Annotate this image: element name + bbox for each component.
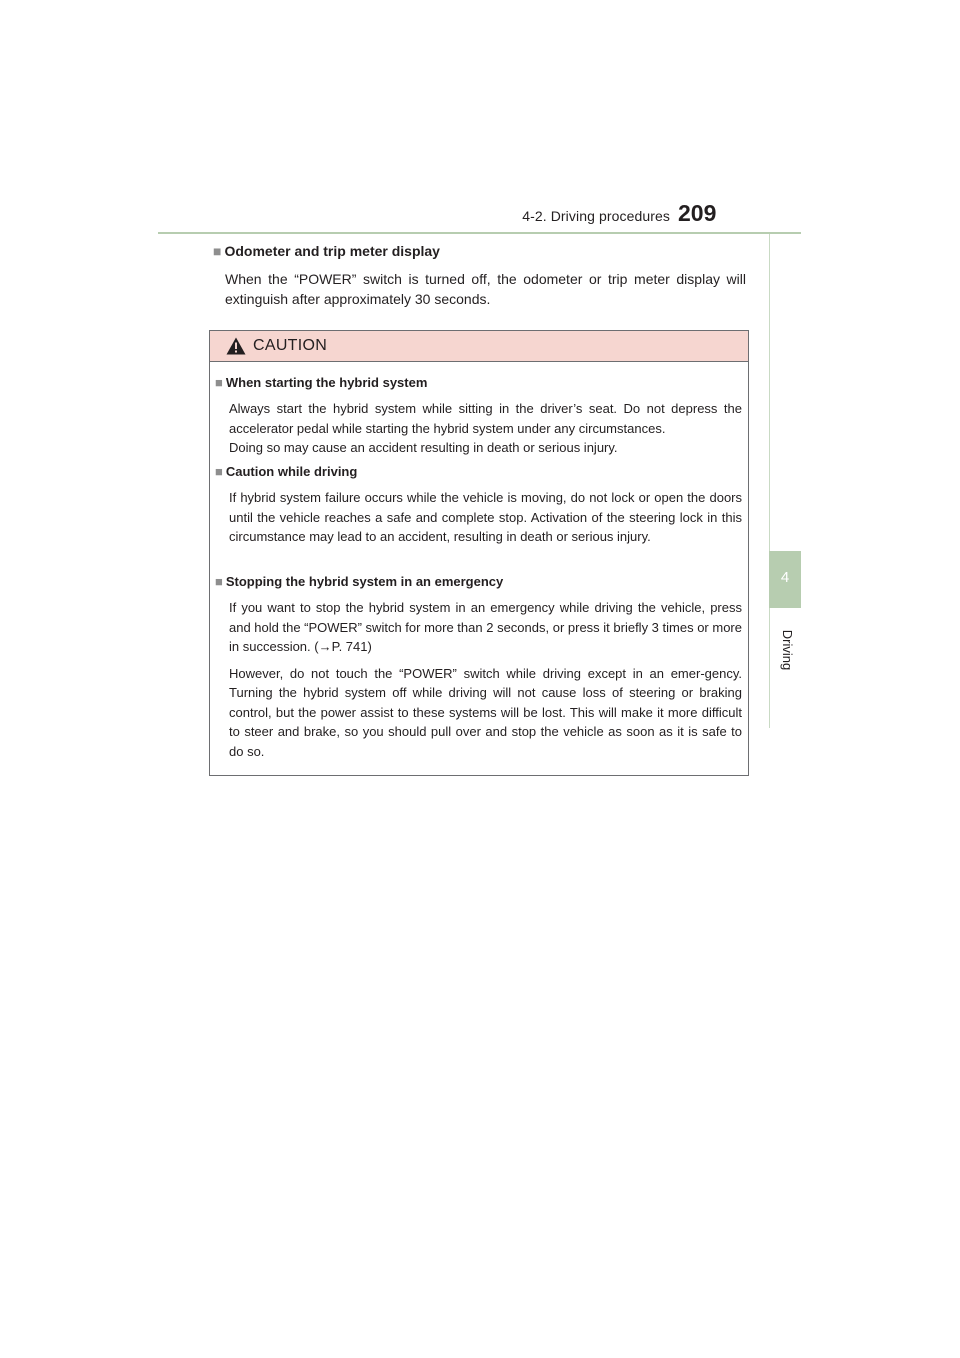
- square-bullet-icon: ■: [215, 375, 223, 390]
- paragraph: If you want to stop the hybrid system in an emergency while driving the vehicle, press and hold the “POWER” switch for more than 2 seconds, or press it briefly 3 times or more in succession. (→P. 741): [229, 600, 742, 654]
- square-bullet-icon: ■: [215, 464, 223, 479]
- caution-item-heading: ■ Stopping the hybrid system in an emergency: [215, 574, 504, 589]
- section-heading: [213, 243, 753, 259]
- square-bullet-icon: ■: [215, 574, 223, 589]
- caution-header: [210, 331, 748, 362]
- caution-item-body: [229, 399, 742, 458]
- caution-box: [209, 330, 749, 776]
- header-section-title: 4-2. Driving procedures: [522, 208, 670, 224]
- caution-item-body: [229, 598, 742, 761]
- chapter-number: 4: [780, 569, 790, 586]
- caution-item: [215, 373, 742, 458]
- section-body: When the “POWER” switch is turned off, the odometer or trip meter display will extinguish after approximately 30 seconds.: [225, 271, 746, 307]
- caution-item-heading: ■ Caution while driving: [215, 464, 358, 479]
- page-number: 209: [678, 200, 717, 226]
- caution-item: [215, 572, 742, 761]
- header-rule: [158, 232, 801, 234]
- caution-item-body: [229, 488, 742, 547]
- caution-item: [215, 462, 742, 547]
- section-heading-text: Odometer and trip meter display: [224, 243, 440, 259]
- side-divider-top: [769, 234, 770, 551]
- paragraph: Always start the hybrid system while sitting in the driver’s seat. Do not depress the accelerator pedal while starting the hybrid system under any circumstances.: [229, 401, 742, 436]
- chapter-tab: [769, 551, 801, 608]
- caution-item-heading: ■ When starting the hybrid system: [215, 375, 428, 390]
- paragraph: If hybrid system failure occurs while the vehicle is moving, do not lock or open the doors until the vehicle reaches a safe and complete stop. Activation of the steering lock in this circumstance may lead to an accident, resulting in death or serious injury.: [229, 490, 742, 544]
- paragraph: However, do not touch the “POWER” switch while driving except in an emer-gency. Turning the hybrid system off while driving will not cause loss of steering or braking control, but the power assist to these systems will be lost. This will make it more difficult to steer and brake, so you should pull over and stop the vehicle as soon as it is safe to do so.: [229, 665, 742, 759]
- square-bullet-icon: ■: [213, 243, 222, 259]
- paragraph: Doing so may cause an accident resulting in death or serious injury.: [229, 440, 618, 455]
- caution-title: CAUTION: [253, 337, 328, 354]
- warning-triangle-icon: [226, 337, 246, 355]
- side-divider-bottom: [769, 608, 770, 728]
- chapter-label: Driving: [780, 629, 795, 671]
